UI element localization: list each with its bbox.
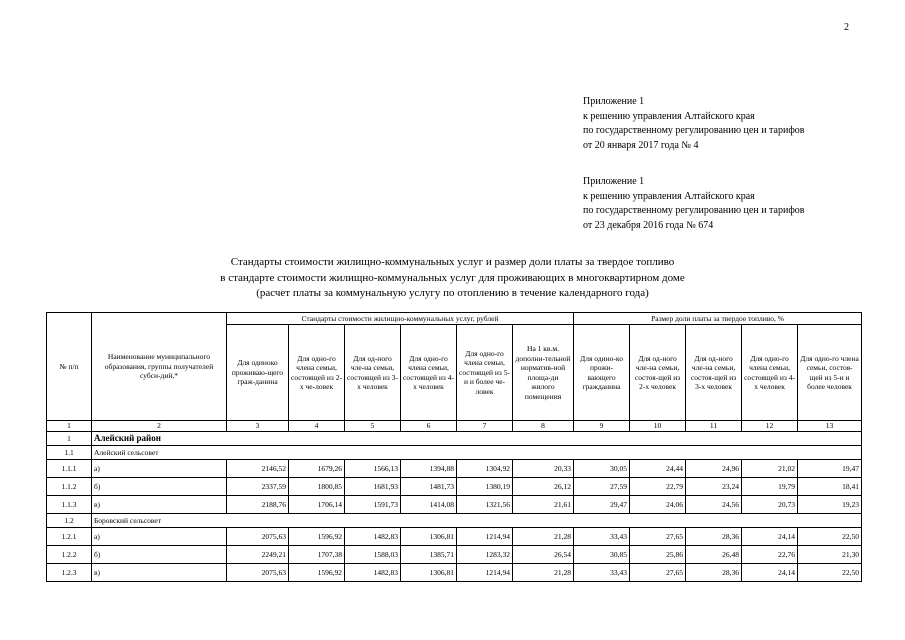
table-cell: 27,65 xyxy=(630,564,686,582)
title-line: (расчет платы за коммунальную услугу по отоплению в течение календарного года) xyxy=(256,287,649,299)
table-cell: 2249,21 xyxy=(227,546,289,564)
section-row xyxy=(47,432,862,446)
table-cell: 1394,88 xyxy=(401,460,457,478)
group-label: а) xyxy=(92,528,227,546)
table-cell: 22,76 xyxy=(742,546,798,564)
table-cell: 1679,26 xyxy=(289,460,345,478)
column-number: 4 xyxy=(289,421,345,432)
table-cell: 1800,85 xyxy=(289,478,345,496)
table-cell: 2146,52 xyxy=(227,460,289,478)
table-cell: 26,54 xyxy=(513,546,574,564)
header-group-fuel-share: Размер доли платы за твердое топливо, % xyxy=(574,313,862,325)
table-row xyxy=(47,564,862,582)
page-number: 2 xyxy=(844,22,849,33)
table-cell: 20,73 xyxy=(742,496,798,514)
table-cell: 1214,94 xyxy=(457,528,513,546)
row-number: 1.2.1 xyxy=(47,528,92,546)
table-row xyxy=(47,478,862,496)
appendix-line: от 20 января 2017 года № 4 xyxy=(583,139,699,151)
table-row xyxy=(47,528,862,546)
appendix-line: по государственному регулированию цен и тарифов xyxy=(583,125,805,136)
header-standard-col: Для од-ного чле-на семьи, состоящей из 3-х человек xyxy=(345,325,401,421)
group-label: в) xyxy=(92,496,227,514)
group-label: а) xyxy=(92,460,227,478)
table-cell: 1707,38 xyxy=(289,546,345,564)
column-number: 5 xyxy=(345,421,401,432)
column-number: 12 xyxy=(742,421,798,432)
table-cell: 19,79 xyxy=(742,478,798,496)
section-row xyxy=(47,514,862,528)
table-cell: 1681,93 xyxy=(345,478,401,496)
table-cell: 1306,81 xyxy=(401,564,457,582)
document-title xyxy=(0,255,905,302)
table-body xyxy=(47,432,862,582)
table-cell: 1566,13 xyxy=(345,460,401,478)
table-cell: 24,96 xyxy=(686,460,742,478)
table-cell: 1306,81 xyxy=(401,528,457,546)
table-cell: 30,05 xyxy=(574,460,630,478)
table-cell: 33,43 xyxy=(574,528,630,546)
appendix-line: к решению управления Алтайского края xyxy=(583,190,755,202)
table-cell: 28,36 xyxy=(686,564,742,582)
table-cell: 27,65 xyxy=(630,528,686,546)
appendix-line: по государственному регулированию цен и тарифов xyxy=(583,205,805,216)
table-cell: 1481,73 xyxy=(401,478,457,496)
table-cell: 21,28 xyxy=(513,564,574,582)
appendix-line: к решению управления Алтайского края xyxy=(583,110,755,122)
table-cell: 26,48 xyxy=(686,546,742,564)
row-number: 1.1.3 xyxy=(47,496,92,514)
table-cell: 28,36 xyxy=(686,528,742,546)
table-cell: 1304,92 xyxy=(457,460,513,478)
table-cell: 1214,94 xyxy=(457,564,513,582)
title-line: Стандарты стоимости жилищно-коммунальных услуг и размер доли платы за твердое топливо xyxy=(230,256,675,268)
table-cell: 1380,19 xyxy=(457,478,513,496)
table-row xyxy=(47,496,862,514)
row-number: 1.2.3 xyxy=(47,564,92,582)
table-cell: 22,50 xyxy=(798,564,862,582)
row-number: 1.1.1 xyxy=(47,460,92,478)
appendix-line: Приложение 1 xyxy=(583,96,645,107)
row-number: 1.2.2 xyxy=(47,546,92,564)
header-fuel-share-col: Для од-ного чле-на семьи, состоя-щей из 3-х человек xyxy=(686,325,742,421)
header-standard-col: Для одно-го члена семьи, состоящей из 2-х че-ловек xyxy=(289,325,345,421)
table-cell: 26,12 xyxy=(513,478,574,496)
table-cell: 1591,73 xyxy=(345,496,401,514)
section-name: Боровский сельсовет xyxy=(92,514,862,528)
header-standard-col: Для одно-го члена семьи, состоящей из 5-и и более че-ловек xyxy=(457,325,513,421)
table-cell: 1414,08 xyxy=(401,496,457,514)
table-row xyxy=(47,460,862,478)
header-standard-col: Для одиноко проживаю-щего граж-данина xyxy=(227,325,289,421)
table-cell: 1706,14 xyxy=(289,496,345,514)
column-number: 13 xyxy=(798,421,862,432)
table-cell: 1596,92 xyxy=(289,564,345,582)
header-fuel-share-col: Для од-ного чле-на семьи, состоя-щей из 2-х человек xyxy=(630,325,686,421)
appendix-line: Приложение 1 xyxy=(583,176,645,187)
column-number: 9 xyxy=(574,421,630,432)
column-number: 3 xyxy=(227,421,289,432)
table-cell: 1321,56 xyxy=(457,496,513,514)
table-cell: 29,47 xyxy=(574,496,630,514)
table-cell: 27,59 xyxy=(574,478,630,496)
table-cell: 23,24 xyxy=(686,478,742,496)
table-cell: 1385,71 xyxy=(401,546,457,564)
header-fuel-share-col: Для одино-ко прожи-вающего гражданина xyxy=(574,325,630,421)
table-cell: 21,28 xyxy=(513,528,574,546)
table-cell: 1283,32 xyxy=(457,546,513,564)
column-number: 7 xyxy=(457,421,513,432)
table-cell: 21,61 xyxy=(513,496,574,514)
table-cell: 2075,63 xyxy=(227,564,289,582)
table-cell: 24,56 xyxy=(686,496,742,514)
table-cell: 2075,63 xyxy=(227,528,289,546)
header-standard-col: На 1 кв.м. дополни-тельной норматив-ной площа-ди жилого помещения xyxy=(513,325,574,421)
standards-table xyxy=(46,312,862,582)
table-cell: 19,47 xyxy=(798,460,862,478)
group-label: б) xyxy=(92,546,227,564)
table-cell: 2337,59 xyxy=(227,478,289,496)
section-name: Алейский район xyxy=(92,432,862,446)
table-cell: 30,85 xyxy=(574,546,630,564)
table-cell: 22,79 xyxy=(630,478,686,496)
table-cell: 1482,83 xyxy=(345,564,401,582)
table-cell: 24,14 xyxy=(742,528,798,546)
row-number: 1.1.2 xyxy=(47,478,92,496)
table-cell: 18,41 xyxy=(798,478,862,496)
group-label: в) xyxy=(92,564,227,582)
column-number-row xyxy=(47,421,862,432)
table-cell: 21,30 xyxy=(798,546,862,564)
table-cell: 25,86 xyxy=(630,546,686,564)
column-number: 2 xyxy=(92,421,227,432)
appendix-block-current xyxy=(583,95,805,153)
row-number: 1 xyxy=(47,432,92,446)
header-fuel-share-col: Для одно-го члена семьи, состоя-щей из 5-и и более человек xyxy=(798,325,862,421)
table-cell: 1596,92 xyxy=(289,528,345,546)
column-number: 11 xyxy=(686,421,742,432)
header-group-standards: Стандарты стоимости жилищно-коммунальных услуг, рублей xyxy=(227,313,574,325)
table-cell: 24,44 xyxy=(630,460,686,478)
section-row xyxy=(47,446,862,460)
table-cell: 21,02 xyxy=(742,460,798,478)
table-cell: 33,43 xyxy=(574,564,630,582)
table-cell: 24,14 xyxy=(742,564,798,582)
appendix-block-original xyxy=(583,175,805,233)
column-number: 8 xyxy=(513,421,574,432)
table-cell: 20,33 xyxy=(513,460,574,478)
table-cell: 1482,83 xyxy=(345,528,401,546)
group-label: б) xyxy=(92,478,227,496)
section-name: Алейский сельсовет xyxy=(92,446,862,460)
header-fuel-share-col: Для одно-го члена семьи, состоящей из 4-х человек xyxy=(742,325,798,421)
table-row xyxy=(47,546,862,564)
table-cell: 1588,03 xyxy=(345,546,401,564)
table-cell: 19,23 xyxy=(798,496,862,514)
table-cell: 24,06 xyxy=(630,496,686,514)
column-number: 1 xyxy=(47,421,92,432)
table-cell: 2188,76 xyxy=(227,496,289,514)
table-cell: 22,50 xyxy=(798,528,862,546)
column-number: 10 xyxy=(630,421,686,432)
column-number: 6 xyxy=(401,421,457,432)
row-number: 1.2 xyxy=(47,514,92,528)
header-name: Наименование муниципального образования, группы получателей субси-дий,* xyxy=(92,313,227,421)
appendix-line: от 23 декабря 2016 года № 674 xyxy=(583,219,714,231)
header-standard-col: Для одно-го члена семьи, состоящей из 4-х человек xyxy=(401,325,457,421)
header-num: № п/п xyxy=(47,313,92,421)
title-line: в стандарте стоимости жилищно-коммунальных услуг для проживающих в многоквартирном доме xyxy=(220,271,685,284)
row-number: 1.1 xyxy=(47,446,92,460)
